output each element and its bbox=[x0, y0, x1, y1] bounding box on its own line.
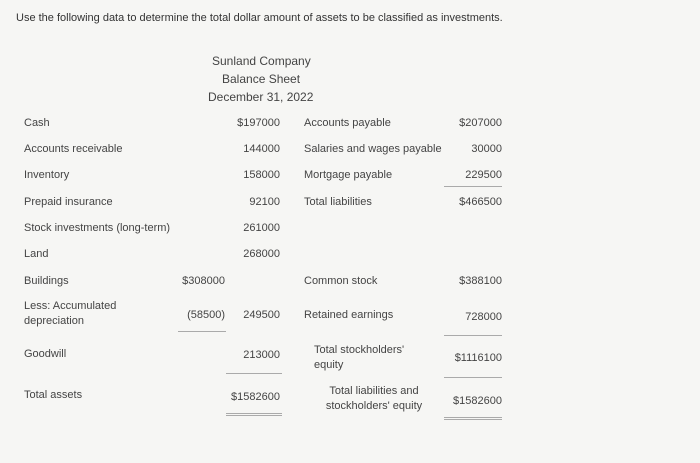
retained-earnings-underline bbox=[444, 335, 502, 336]
accounts-receivable-label: Accounts receivable bbox=[24, 143, 123, 155]
total-liabilities-equity-double-underline bbox=[444, 417, 502, 418]
buildings-net-value: 249500 bbox=[243, 309, 280, 321]
common-stock-value: $388100 bbox=[459, 275, 502, 287]
total-equity-underline bbox=[444, 377, 502, 378]
prepaid-insurance-value: 92100 bbox=[249, 196, 280, 208]
prepaid-insurance-label: Prepaid insurance bbox=[24, 196, 113, 208]
retained-earnings-label: Retained earnings bbox=[304, 309, 394, 321]
total-liabilities-equity-value: $1582600 bbox=[453, 395, 502, 407]
inventory-value: 158000 bbox=[243, 169, 280, 181]
mortgage-payable-label: Mortgage payable bbox=[304, 169, 393, 181]
accounts-payable-label: Accounts payable bbox=[304, 117, 391, 129]
total-liabilities-value: $466500 bbox=[459, 196, 502, 208]
land-label: Land bbox=[24, 248, 49, 260]
total-liabilities-equity-label: Total liabilities and stockholders' equity bbox=[325, 385, 423, 412]
accounts-payable-value: $207000 bbox=[459, 117, 502, 129]
total-assets-double-underline bbox=[226, 413, 282, 414]
goodwill-label: Goodwill bbox=[24, 348, 67, 360]
accumulated-depreciation-label: Less: Accumulated depreciation bbox=[24, 300, 117, 327]
statement-title: Balance Sheet bbox=[222, 72, 301, 86]
common-stock-label: Common stock bbox=[304, 275, 378, 287]
buildings-label: Buildings bbox=[24, 275, 69, 287]
inventory-label: Inventory bbox=[24, 169, 70, 181]
goodwill-value: 213000 bbox=[243, 349, 280, 361]
mortgage-underline bbox=[444, 186, 502, 187]
retained-earnings-value: 728000 bbox=[465, 311, 502, 323]
goodwill-underline bbox=[226, 373, 282, 374]
mortgage-payable-value: 229500 bbox=[465, 169, 502, 181]
stock-investments-label: Stock investments (long-term) bbox=[24, 222, 171, 234]
total-assets-value: $1582600 bbox=[231, 391, 280, 403]
accounts-receivable-value: 144000 bbox=[243, 143, 280, 155]
total-equity-value: $1116100 bbox=[454, 352, 502, 364]
statement-date: December 31, 2022 bbox=[208, 90, 314, 104]
salaries-payable-label: Salaries and wages payable bbox=[304, 143, 442, 155]
accumulated-depreciation-value: (58500) bbox=[187, 309, 225, 321]
depreciation-underline bbox=[178, 331, 226, 332]
salaries-payable-value: 30000 bbox=[471, 143, 502, 155]
land-value: 268000 bbox=[243, 248, 280, 260]
cash-value: $197000 bbox=[237, 117, 280, 129]
total-equity-label: Total stockholders' equity bbox=[314, 344, 405, 371]
stock-investments-value: 261000 bbox=[243, 222, 280, 234]
company-name: Sunland Company bbox=[212, 54, 311, 68]
cash-label: Cash bbox=[24, 117, 50, 129]
question-text: Use the following data to determine the total dollar amount of assets to be classified as investments. bbox=[16, 12, 503, 24]
total-assets-label: Total assets bbox=[24, 389, 83, 401]
buildings-value: $308000 bbox=[182, 275, 225, 287]
total-liabilities-label: Total liabilities bbox=[304, 196, 372, 208]
